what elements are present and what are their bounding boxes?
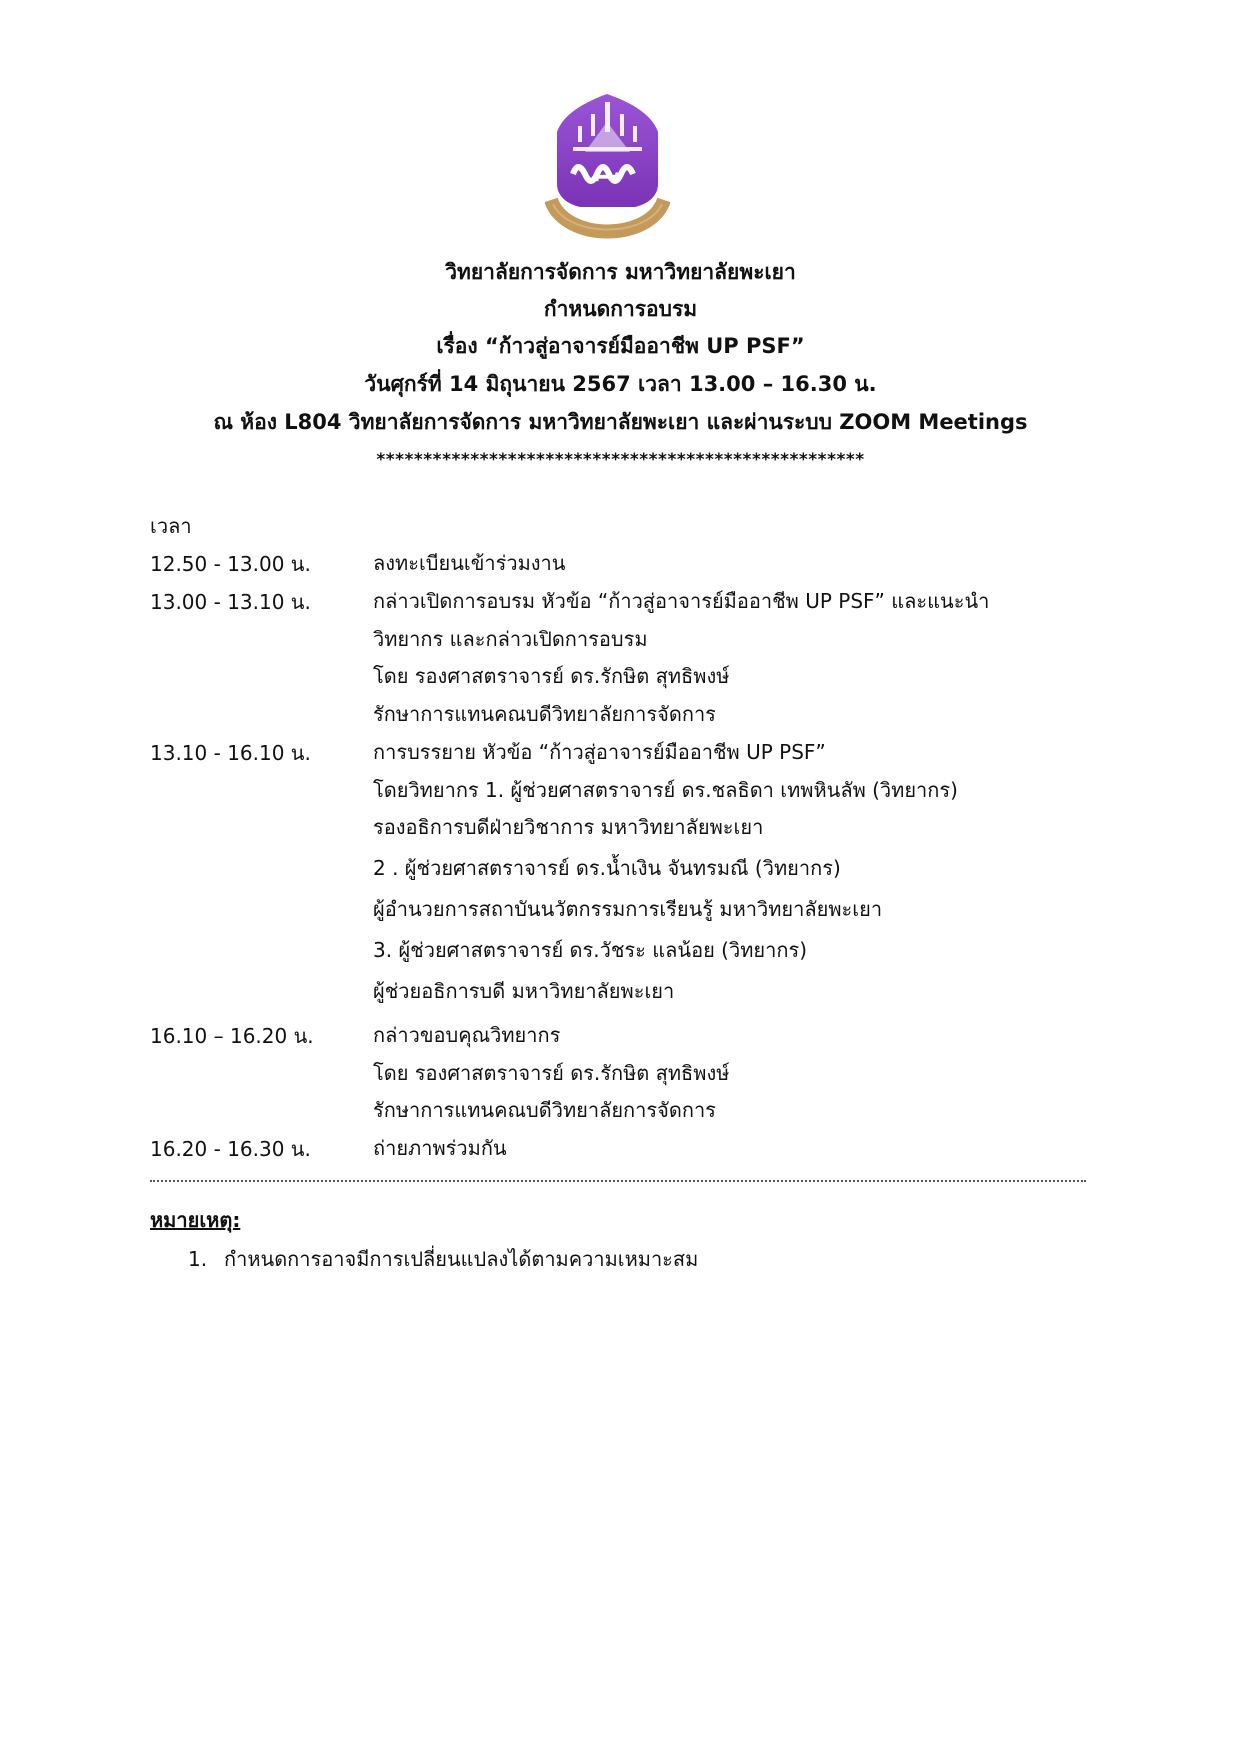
schedule-detail: ผู้ช่วยอธิการบดี มหาวิทยาลัยพะเยา — [373, 979, 675, 1004]
schedule-detail: รักษาการแทนคณบดีวิทยาลัยการจัดการ — [373, 701, 716, 726]
schedule-time: 16.10 – 16.20 น. — [150, 1024, 314, 1048]
schedule-detail: การบรรยาย หัวข้อ “ก้าวสู่อาจารย์มืออาชีพ UP PSF” — [373, 740, 826, 764]
schedule-time: 13.10 - 16.10 น. — [150, 741, 311, 765]
notes-heading: หมายเหตุ: — [150, 1208, 241, 1232]
note-text: กำหนดการอาจมีการเปลี่ยนแปลงได้ตามความเหมาะสม — [224, 1247, 699, 1271]
schedule-detail: รักษาการแทนคณบดีวิทยาลัยการจัดการ — [373, 1098, 716, 1123]
schedule-detail: กล่าวเปิดการอบรม หัวข้อ “ก้าวสู่อาจารย์มืออาชีพ UP PSF” และแนะนำ — [373, 589, 990, 613]
document-title: กำหนดการอบรม — [543, 297, 698, 321]
schedule-detail: 3. ผู้ช่วยศาสตราจารย์ ดร.วัชระ แลน้อย (วิทยากร) — [373, 938, 808, 963]
schedule-time: 12.50 - 13.00 น. — [150, 552, 311, 576]
note-number: 1. — [188, 1247, 208, 1271]
schedule-detail: 2 . ผู้ช่วยศาสตราจารย์ ดร.น้ำเงิน จันทรมณี (วิทยากร) — [373, 856, 841, 881]
schedule-detail: โดย รองศาสตราจารย์ ดร.รักษิต สุทธิพงษ์ — [373, 664, 730, 689]
venue-line: ณ ห้อง L804 วิทยาลัยการจัดการ มหาวิทยาลัยพะเยา และผ่านระบบ ZOOM Meetings — [213, 410, 1028, 434]
schedule-detail: กล่าวขอบคุณวิทยากร — [373, 1023, 561, 1047]
schedule-detail: ผู้อำนวยการสถาบันนวัตกรรมการเรียนรู้ มหาวิทยาลัยพะเยา — [373, 897, 883, 922]
university-logo — [545, 92, 670, 252]
time-column-label: เวลา — [150, 514, 192, 538]
schedule-detail: โดย รองศาสตราจารย์ ดร.รักษิต สุทธิพงษ์ — [373, 1060, 730, 1085]
dotted-divider — [150, 1180, 1086, 1182]
schedule-detail: วิทยากร และกล่าวเปิดการอบรม — [373, 626, 648, 651]
note-item — [188, 1243, 698, 1275]
svg-text:ꟷ: ꟷ — [594, 161, 620, 196]
subject-line: เรื่อง “ก้าวสู่อาจารย์มืออาชีพ UP PSF” — [436, 334, 805, 358]
organization-title: วิทยาลัยการจัดการ มหาวิทยาลัยพะเยา — [445, 260, 796, 284]
schedule-time: 13.00 - 13.10 น. — [150, 590, 311, 614]
schedule-time: 16.20 - 16.30 น. — [150, 1137, 311, 1161]
schedule-detail: รองอธิการบดีฝ่ายวิชาการ มหาวิทยาลัยพะเยา — [373, 815, 764, 840]
schedule-detail: โดยวิทยากร 1. ผู้ช่วยศาสตราจารย์ ดร.ชลธิดา เทพหินลัพ (วิทยากร) — [373, 777, 958, 802]
schedule-detail: ถ่ายภาพร่วมกัน — [373, 1136, 507, 1160]
schedule-detail: ลงทะเบียนเข้าร่วมงาน — [373, 551, 566, 575]
date-line: วันศุกร์ที่ 14 มิถุนายน 2567 เวลา 13.00 – 16.30 น. — [364, 372, 877, 396]
star-divider: **************************************************** — [376, 450, 865, 470]
